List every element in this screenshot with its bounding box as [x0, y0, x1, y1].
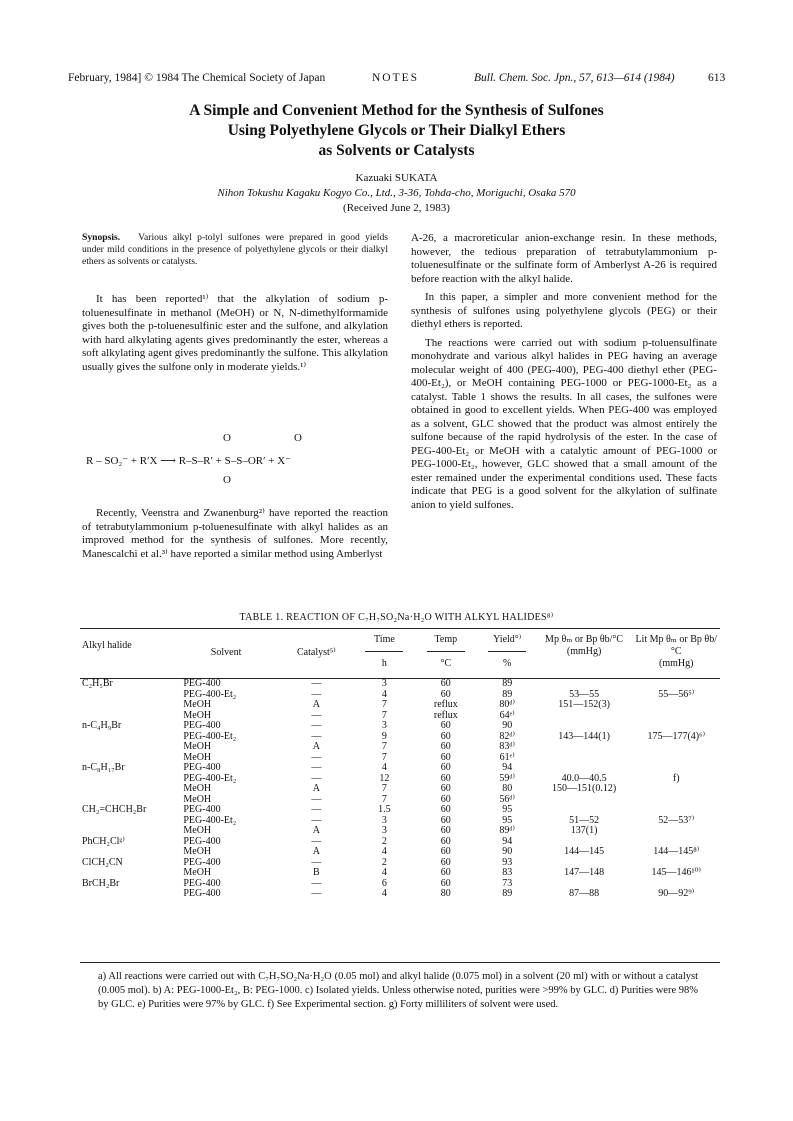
cell-catalyst: A	[312, 825, 320, 836]
cell-catalyst: A	[312, 783, 320, 794]
cell-lit	[632, 700, 720, 711]
cell-mp: 144—145	[564, 846, 605, 857]
cell-lit	[632, 721, 720, 732]
cell-mp: 137(1)	[570, 825, 598, 836]
cell-yield: 82ᵈ⁾	[499, 730, 515, 742]
cell-alkyl-halide: ClCH₂CN	[82, 856, 123, 868]
equation-oxygen-top-2: O	[294, 432, 302, 444]
cell-catalyst: —	[311, 804, 322, 815]
cell-catalyst: —	[311, 720, 322, 731]
header-time-label: Time	[374, 634, 395, 645]
cell-alkyl-halide: PhCH₂Clᵍ⁾	[82, 835, 125, 847]
cell-lit: 90—92⁹⁾	[658, 888, 695, 899]
cell-solvent: MeOH	[183, 867, 212, 878]
cell-temp: 60	[440, 825, 451, 836]
cell-yield: 95	[502, 814, 513, 826]
table-row	[80, 732, 720, 743]
cell-solvent: MeOH	[183, 846, 212, 857]
cell-mp: 147—148	[564, 867, 605, 878]
affiliation: Nihon Tokushu Kagaku Kogyo Co., Ltd., 3-36, Tohda-cho, Moriguchi, Osaka 570	[217, 187, 576, 199]
cell-lit	[632, 826, 720, 837]
table-body	[80, 679, 720, 900]
cell-mp: 151—152(3)	[558, 699, 610, 710]
cell-time: 7	[381, 751, 387, 763]
cell-mp	[536, 679, 633, 690]
cell-time: 7	[381, 783, 387, 794]
header-mp	[536, 631, 633, 670]
header-mp-unit: (mmHg)	[566, 646, 602, 657]
cell-catalyst: A	[312, 699, 320, 710]
cell-alkyl-halide: n-C₈H₁₇Br	[82, 762, 125, 773]
paragraph-results: The reactions were carried out with sodium p-toluensulfinate monohydrate and various alkyl halides in PEG having an average molecular weight of 400 (PEG-400), PEG-400 diethyl ether (PEG-400-Et₂), or MeOH containing PEG-1000 or PEG-1000-Et₂ as a catalyst. Table 1 shows the results. In all cases, the sulfones were obtained in good to excellent yields. When PEG-400 was employed as a solvent, GLC showed that the product was almost entirely the sulfone because of the rapid hydrolysis of the ester. In the case of PEG-400-Et₂ or MeOH with a catalytic amount of PEG-1000 or PEG-1000-Et₂, however, GLC showed that a small amount of the ester remained under the experimental conditions used. These facts indicate that PEG is a good solvent for the alkylation of sulfinate anion to yield sulfones.	[411, 336, 717, 511]
cell-temp: 60	[440, 730, 451, 742]
paragraph-intro: It has been reported¹⁾ that the alkylation of sodium p-toluenesulfinate in methanol (MeOH) or N, N-dimethylformamide gives both the p-toluenesulfinic ester and the sulfone, and alkylation with hard alkylating agents gives predominantly the ester, whereas a soft alkylating agent gives predominantly the sulfone. This alkylation usually gives the sulfone only in moderate yields.¹⁾	[82, 293, 388, 373]
cell-solvent: MeOH	[183, 793, 212, 805]
cell-catalyst: —	[311, 730, 322, 742]
cell-time: 7	[381, 793, 387, 805]
header-yield-label: Yield°⁾	[493, 634, 522, 645]
cell-catalyst: —	[311, 793, 322, 805]
cell-alkyl-halide	[80, 784, 175, 795]
table-row	[80, 784, 720, 795]
cell-yield: 73	[502, 877, 513, 889]
cell-lit: 144—145⁸⁾	[653, 846, 700, 857]
cell-time: 4	[381, 688, 387, 700]
running-header-section: NOTES	[372, 72, 420, 84]
cell-alkyl-halide: BrCH₂Br	[82, 877, 120, 889]
table-row	[80, 721, 720, 732]
cell-temp: 60	[440, 835, 451, 847]
paragraph-methods: A-26, a macroreticular anion-exchange resin. In these methods, however, the tedious preparation of tetrabutylammonium p-toluenesulfinate or the sulfinate form of Amberlyst A-26 is required before reaction with the alkyl halide.	[411, 232, 717, 285]
cell-yield: 90	[502, 720, 513, 731]
right-column-body	[411, 232, 717, 517]
cell-time: 4	[381, 846, 387, 857]
cell-lit	[632, 753, 720, 764]
cell-alkyl-halide	[80, 889, 175, 900]
paragraph-recent-work: Recently, Veenstra and Zwanenburg²⁾ have reported the reaction of tetrabutylammonium p-toluenesulfinate with alkyl halides as an improved method for the synthesis of sulfones. More recently, Manescalchi et al.³⁾ have reported a similar method using Amberlyst	[82, 507, 388, 560]
table-row	[80, 858, 720, 869]
cell-temp: 60	[440, 720, 451, 731]
table-row	[80, 700, 720, 711]
synopsis	[82, 232, 388, 268]
cell-yield: 89ᵈ⁾	[499, 825, 515, 836]
cell-solvent: MeOH	[183, 741, 212, 752]
running-header-citation: Bull. Chem. Soc. Jpn., 57, 613—614 (1984)	[474, 72, 675, 84]
author: Kazuaki SUKATA	[355, 172, 438, 184]
cell-yield: 89	[502, 888, 513, 899]
cell-solvent: PEG-400	[183, 888, 221, 899]
cell-catalyst: —	[311, 762, 322, 773]
header-lit-unit: (mmHg)	[659, 658, 694, 669]
cell-time: 1.5	[378, 804, 391, 815]
cell-solvent: MeOH	[183, 825, 212, 836]
cell-catalyst: B	[313, 867, 320, 878]
table-header-row	[80, 631, 720, 670]
cell-time: 12	[379, 772, 390, 784]
cell-lit	[632, 742, 720, 753]
synopsis-text: Various alkyl p-tolyl sulfones were prepared in good yields under mild conditions in the presence of polyethylene glycols or their dialkyl ethers as solvents or catalysts.	[82, 232, 388, 267]
article-title-line-2: Using Polyethylene Glycols or Their Dialkyl Ethers	[227, 122, 566, 139]
cell-mp	[536, 742, 633, 753]
cell-yield: 59ᵈ⁾	[499, 772, 515, 784]
table-footnotes: a) All reactions were carried out with C₇H₇SO₂Na·H₂O (0.05 mol) and alkyl halide (0.075 mol) in a solvent (20 ml) with or without a catalyst (0.005 mol). b) A: PEG-1000-Et₂, B: PEG-1000. c) Isolated yields. Unless otherwise noted, purities were >99% by GLC. d) Purities were 98% by GLC. e) Purities were 97% by GLC. f) See Experimental section. g) Forty milliliters of solvent were used.	[98, 971, 698, 1010]
table-caption: TABLE 1. REACTION OF C₇H₇SO₂Na·H₂O WITH ALKYL HALIDES⁸⁾	[239, 612, 554, 623]
table-row	[80, 847, 720, 858]
cell-solvent: MeOH	[183, 751, 212, 763]
cell-time: 2	[381, 856, 387, 868]
cell-alkyl-halide	[80, 816, 175, 827]
header-lit-label: Lit Mp θₘ or Bp θb/°C	[635, 634, 718, 657]
cell-yield: 61ᵉ⁾	[499, 751, 515, 763]
cell-temp: 60	[440, 741, 451, 752]
cell-solvent: MeOH	[183, 709, 212, 721]
table-row	[80, 711, 720, 722]
header-time-unit: h	[381, 658, 387, 669]
cell-catalyst: —	[311, 856, 322, 868]
cell-yield: 93	[502, 856, 513, 868]
cell-catalyst: —	[311, 877, 322, 889]
table-row	[80, 879, 720, 890]
cell-catalyst: A	[312, 741, 320, 752]
cell-catalyst: A	[312, 846, 320, 857]
cell-time: 2	[381, 835, 387, 847]
table-top-rule	[80, 628, 720, 629]
cell-yield: 90	[502, 846, 513, 857]
results-table	[80, 631, 720, 900]
cell-alkyl-halide	[80, 690, 175, 701]
cell-catalyst: —	[311, 835, 322, 847]
header-temp-underline	[427, 651, 465, 652]
cell-lit	[632, 805, 720, 816]
cell-temp: reflux	[433, 699, 458, 710]
cell-temp: 60	[440, 688, 451, 700]
cell-solvent: PEG-400	[183, 804, 221, 815]
cell-yield: 89	[502, 678, 513, 689]
paragraph-this-paper: In this paper, a simpler and more convenient method for the synthesis of sulfones using polyethylene glycols (PEG) or their diethyl ethers is reported.	[411, 291, 717, 330]
cell-temp: 60	[440, 793, 451, 805]
cell-temp: 60	[440, 856, 451, 868]
header-catalyst: Catalyst⁵⁾	[297, 647, 336, 658]
header-time-underline	[365, 651, 403, 652]
cell-mp: 53—55	[569, 688, 600, 700]
cell-yield: 83ᵈ⁾	[499, 741, 515, 752]
cell-solvent: PEG-400-Et₂	[183, 772, 237, 784]
cell-yield: 80ᵈ⁾	[499, 699, 515, 710]
cell-time: 9	[381, 730, 387, 742]
header-temp	[413, 631, 479, 670]
cell-alkyl-halide	[80, 868, 175, 879]
cell-mp: 51—52	[569, 814, 600, 826]
cell-alkyl-halide	[80, 700, 175, 711]
table-row	[80, 805, 720, 816]
cell-alkyl-halide	[80, 847, 175, 858]
article-title-line-3: as Solvents or Catalysts	[318, 142, 475, 159]
cell-alkyl-halide: n-C₄H₉Br	[82, 720, 122, 731]
cell-temp: 60	[440, 814, 451, 826]
cell-alkyl-halide: C₂H₅Br	[82, 678, 113, 689]
cell-time: 6	[381, 877, 387, 889]
cell-time: 3	[381, 678, 387, 689]
header-mp-label: Mp θₘ or Bp θb/°C	[545, 634, 624, 645]
cell-mp: 150—151(0.12)	[552, 783, 617, 794]
cell-temp: reflux	[433, 709, 458, 721]
cell-mp	[536, 795, 633, 806]
cell-lit: 175—177(4)⁶⁾	[647, 730, 706, 742]
cell-temp: 60	[440, 751, 451, 763]
cell-mp	[536, 721, 633, 732]
cell-yield: 94	[502, 762, 513, 773]
cell-solvent: PEG-400-Et₂	[183, 814, 237, 826]
cell-catalyst: —	[311, 709, 322, 721]
running-header-left: February, 1984] © 1984 The Chemical Society of Japan	[68, 72, 326, 84]
cell-yield: 80	[502, 783, 513, 794]
cell-mp: 87—88	[569, 888, 600, 899]
cell-mp	[536, 711, 633, 722]
cell-yield: 56ᵈ⁾	[499, 793, 515, 805]
received-date: (Received June 2, 1983)	[343, 202, 450, 214]
equation-oxygen-top-1: O	[223, 432, 231, 444]
page-number: 613	[708, 72, 726, 84]
table-row	[80, 679, 720, 690]
cell-solvent: PEG-400-Et₂	[183, 730, 237, 742]
cell-alkyl-halide: CH₂=CHCH₂Br	[82, 804, 147, 815]
cell-lit: 52—53⁷⁾	[658, 814, 695, 826]
table-row	[80, 795, 720, 806]
cell-solvent: PEG-400	[183, 678, 221, 689]
cell-solvent: PEG-400	[183, 835, 221, 847]
article-title-line-1: A Simple and Convenient Method for the Synthesis of Sulfones	[189, 102, 604, 119]
reaction-equation	[86, 432, 386, 492]
header-yield	[479, 631, 536, 670]
table-row	[80, 868, 720, 879]
header-yield-underline	[488, 651, 526, 652]
cell-lit	[632, 795, 720, 806]
cell-alkyl-halide	[80, 732, 175, 743]
cell-lit	[632, 784, 720, 795]
cell-alkyl-halide	[80, 774, 175, 785]
cell-solvent: MeOH	[183, 783, 212, 794]
header-alkyl-halide: Alkyl halide	[82, 640, 132, 651]
cell-catalyst: —	[311, 751, 322, 763]
cell-solvent: PEG-400-Et₂	[183, 688, 237, 700]
cell-yield: 89	[502, 688, 513, 700]
cell-catalyst: —	[311, 888, 322, 899]
header-time	[356, 631, 413, 670]
left-column-body-2	[82, 507, 388, 566]
cell-lit	[632, 763, 720, 774]
cell-catalyst: —	[311, 688, 322, 700]
table-row	[80, 763, 720, 774]
cell-temp: 60	[440, 867, 451, 878]
cell-temp: 60	[440, 783, 451, 794]
cell-temp: 60	[440, 804, 451, 815]
cell-mp: 143—144(1)	[558, 730, 610, 742]
cell-alkyl-halide	[80, 826, 175, 837]
cell-solvent: PEG-400	[183, 877, 221, 889]
synopsis-label: Synopsis.	[82, 232, 121, 243]
table-row	[80, 816, 720, 827]
cell-time: 4	[381, 762, 387, 773]
table-row	[80, 889, 720, 900]
cell-mp: 40.0—40.5	[561, 772, 607, 784]
cell-time: 7	[381, 699, 387, 710]
table-row	[80, 826, 720, 837]
cell-mp	[536, 763, 633, 774]
header-lit	[632, 631, 720, 670]
cell-time: 3	[381, 720, 387, 731]
cell-time: 7	[381, 709, 387, 721]
cell-lit	[632, 679, 720, 690]
header-temp-label: Temp	[434, 634, 458, 645]
cell-time: 3	[381, 825, 387, 836]
cell-temp: 60	[440, 762, 451, 773]
header-temp-unit: °C	[440, 658, 452, 669]
cell-yield: 94	[502, 835, 513, 847]
cell-mp	[536, 753, 633, 764]
cell-lit: 55—56⁵⁾	[658, 688, 695, 700]
cell-solvent: PEG-400	[183, 762, 221, 773]
cell-mp	[536, 805, 633, 816]
cell-temp: 60	[440, 772, 451, 784]
cell-lit: f)	[672, 772, 680, 784]
header-solvent: Solvent	[210, 647, 242, 658]
table-bottom-rule	[80, 962, 720, 963]
cell-catalyst: —	[311, 678, 322, 689]
cell-yield: 95	[502, 804, 513, 815]
table-row	[80, 774, 720, 785]
cell-lit	[632, 711, 720, 722]
cell-solvent: PEG-400	[183, 720, 221, 731]
cell-temp: 80	[440, 888, 451, 899]
cell-solvent: PEG-400	[183, 856, 221, 868]
table-row	[80, 753, 720, 764]
cell-temp: 60	[440, 678, 451, 689]
header-yield-unit: %	[503, 658, 512, 669]
cell-catalyst: —	[311, 772, 322, 784]
table-row	[80, 690, 720, 701]
cell-time: 3	[381, 814, 387, 826]
table-row	[80, 837, 720, 848]
cell-temp: 60	[440, 877, 451, 889]
cell-yield: 64ᵉ⁾	[499, 709, 515, 721]
cell-alkyl-halide	[80, 742, 175, 753]
cell-temp: 60	[440, 846, 451, 857]
table-row	[80, 742, 720, 753]
cell-yield: 83	[502, 867, 513, 878]
equation-oxygen-bottom: O	[223, 474, 231, 486]
left-column-body	[82, 293, 388, 379]
cell-time: 4	[381, 888, 387, 899]
equation-main: R – SO₂⁻ + R′X ⟶ R–S–R′ + S–S–OR′ + X⁻	[86, 455, 291, 467]
cell-solvent: MeOH	[183, 699, 212, 710]
cell-time: 4	[381, 867, 387, 878]
cell-time: 7	[381, 741, 387, 752]
cell-catalyst: —	[311, 814, 322, 826]
cell-lit: 145—146¹⁰⁾	[651, 867, 701, 878]
